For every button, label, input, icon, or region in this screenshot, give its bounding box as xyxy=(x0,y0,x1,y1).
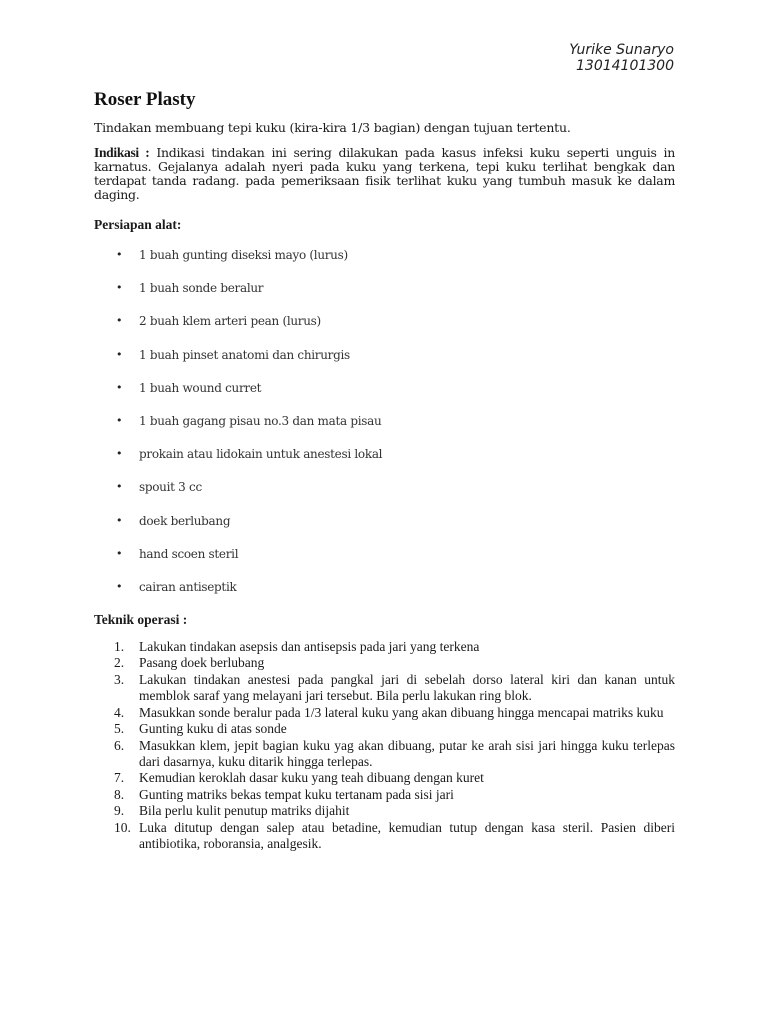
document-title: Roser Plasty xyxy=(94,89,196,110)
step-item xyxy=(94,655,675,671)
step-text: Luka ditutup dengan salep atau betadine, kemudian tutup dengan kasa steril. Pasien diberi antibiotika, roboransia, analgesik. xyxy=(139,819,675,851)
step-number: 6. xyxy=(114,737,125,753)
step-text: Gunting matriks bekas tempat kuku tertanam pada sisi jari xyxy=(139,786,454,802)
step-item xyxy=(94,738,675,771)
tool-item xyxy=(94,313,675,329)
bullet-icon: • xyxy=(116,248,123,261)
step-number: 5. xyxy=(114,721,125,737)
step-text: Lakukan tindakan asepsis dan antisepsis pada jari yang terkena xyxy=(139,639,480,655)
tool-item-text: 2 buah klem arteri pean (lurus) xyxy=(139,314,321,329)
teknik-heading: Teknik operasi : xyxy=(94,612,188,628)
bullet-icon: • xyxy=(116,579,123,593)
step-item xyxy=(94,639,675,655)
step-text: Masukkan sonde beralur pada 1/3 lateral kuku yang akan dibuang hingga mencapai matriks kuku xyxy=(139,704,664,720)
tool-item xyxy=(94,579,675,595)
bullet-icon: • xyxy=(116,347,123,361)
intro-paragraph: Tindakan membuang tepi kuku (kira-kira 1/3 bagian) dengan tujuan tertentu. xyxy=(94,120,571,135)
step-text: Bila perlu kulit penutup matriks dijahit xyxy=(139,803,350,819)
tool-item-text: 1 buah sonde beralur xyxy=(139,281,264,296)
step-number: 2. xyxy=(114,655,125,671)
step-number: 9. xyxy=(114,803,125,819)
tool-item xyxy=(94,413,675,429)
tool-item-text: cairan antiseptik xyxy=(139,579,237,594)
step-text: Lakukan tindakan anestesi pada pangkal jari di sebelah dorso lateral kiri dan kanan untuk memblok saraf yang melayani jari tersebut. Bila perlu lakukan ring blok. xyxy=(139,671,675,704)
tool-item-text: 1 buah gunting diseksi mayo (lurus) xyxy=(139,248,348,262)
step-text: Pasang doek berlubang xyxy=(139,655,265,671)
step-text: Gunting kuku di atas sonde xyxy=(139,721,287,737)
bullet-icon: • xyxy=(116,513,123,527)
bullet-icon: • xyxy=(116,281,123,295)
author-name: Yurike Sunaryo xyxy=(569,42,674,58)
tool-item xyxy=(94,479,675,495)
step-text: Kemudian keroklah dasar kuku yang teah dibuang dengan kuret xyxy=(139,770,484,786)
step-number: 3. xyxy=(114,671,125,687)
document-body xyxy=(94,88,675,852)
bullet-icon: • xyxy=(116,447,123,461)
author-id: 13014101300 xyxy=(576,58,674,74)
step-item xyxy=(94,803,675,819)
step-item xyxy=(94,770,675,786)
tool-item-text: doek berlubang xyxy=(139,513,231,528)
tool-item xyxy=(94,446,675,462)
steps-list xyxy=(94,639,675,852)
tool-item-text: 1 buah gagang pisau no.3 dan mata pisau xyxy=(139,413,382,428)
bullet-icon: • xyxy=(116,546,123,560)
tool-item-text: prokain atau lidokain untuk anestesi lokal xyxy=(139,447,383,462)
tool-item xyxy=(94,247,675,263)
tool-item xyxy=(94,513,675,529)
indikasi-text: Indikasi tindakan ini sering dilakukan pada kasus infeksi kuku seperti unguis in karnatus. Gejalanya adalah nyeri pada kuku yang terkena, tepi kuku terlihat bengkak dan terdapat tanda radang. pada pemeriksaan fisik terlihat kuku yang tumbuh masuk ke dalam daging. xyxy=(94,145,675,202)
step-item xyxy=(94,705,675,721)
tool-item-text: spouit 3 cc xyxy=(139,480,202,495)
tool-item-text: hand scoen steril xyxy=(139,546,239,561)
step-item xyxy=(94,787,675,803)
tool-item xyxy=(94,280,675,296)
persiapan-heading: Persiapan alat: xyxy=(94,217,182,232)
step-number: 4. xyxy=(114,704,125,720)
step-number: 10. xyxy=(114,819,131,835)
tool-item xyxy=(94,347,675,363)
indikasi-paragraph xyxy=(94,146,675,202)
bullet-icon: • xyxy=(116,380,123,394)
author-block xyxy=(569,42,674,74)
step-item xyxy=(94,721,675,737)
bullet-icon: • xyxy=(116,413,123,427)
tools-list xyxy=(94,247,675,595)
bullet-icon: • xyxy=(116,314,123,328)
step-number: 7. xyxy=(114,770,125,786)
tool-item-text: 1 buah pinset anatomi dan chirurgis xyxy=(139,347,350,362)
indikasi-label: Indikasi : xyxy=(94,145,150,160)
tool-item-text: 1 buah wound curret xyxy=(139,380,262,395)
tool-item xyxy=(94,380,675,396)
step-item xyxy=(94,820,675,853)
step-number: 8. xyxy=(114,786,125,802)
tool-item xyxy=(94,546,675,562)
bullet-icon: • xyxy=(116,480,123,494)
step-text: Masukkan klem, jepit bagian kuku yag akan dibuang, putar ke arah sisi jari hingga kuku terlepas dari dasarnya, kuku ditarik hingga terlepas. xyxy=(139,737,675,769)
step-item xyxy=(94,672,675,705)
step-number: 1. xyxy=(114,639,125,655)
